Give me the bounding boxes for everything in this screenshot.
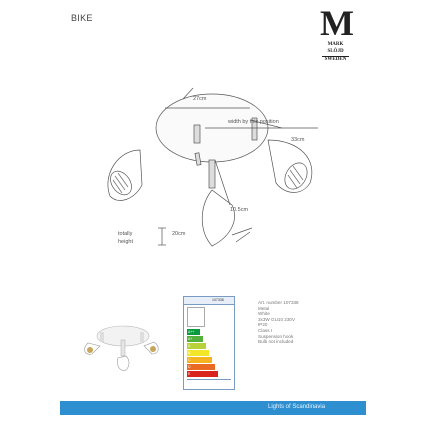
dim-arm-label: 10.5cm (230, 207, 249, 213)
logo-letter: M (320, 3, 354, 43)
logo-line-2: SLÖJD (327, 49, 344, 54)
logo-line-1: MARK (327, 42, 344, 47)
spec-item: White (258, 311, 270, 317)
spec-list (258, 300, 348, 345)
energy-class-bar: A++ (187, 329, 200, 335)
energy-class-bar: C (187, 357, 212, 363)
energy-class-bar: E (187, 371, 218, 377)
energy-class-bar: A (187, 343, 206, 349)
dim-total-label-1: totally (118, 231, 133, 237)
spec-item: Suspension hook (258, 333, 294, 339)
spec-item: Art. number 107338 (258, 300, 299, 305)
spec-item: Bulb not included (258, 339, 294, 345)
energy-label-number: 107338 (212, 298, 224, 302)
energy-class-bar: D (187, 364, 215, 370)
spec-item: Metal (258, 305, 270, 311)
dim-width-label: 33cm (291, 137, 305, 143)
bulb-icon (187, 307, 205, 327)
product-title: BIKE (71, 13, 93, 23)
energy-label-header (184, 297, 234, 305)
product-thumbnail (78, 318, 168, 376)
energy-class-bar: A+ (187, 336, 203, 342)
energy-label (183, 296, 235, 390)
energy-class-bar: B (187, 350, 209, 356)
spec-item: Class I (258, 327, 273, 333)
footer-tagline: Lights of Scandinavia (268, 404, 326, 410)
footer-bar (60, 401, 366, 415)
spec-item: IP20 (258, 322, 268, 328)
dim-width-note: width by this position (228, 119, 279, 125)
logo-line-3: SWEDEN (322, 56, 349, 63)
dim-total-value: 20cm (172, 231, 186, 237)
dim-total-label-2: height (118, 239, 133, 245)
spec-item: 3x3W GU10 230V (258, 316, 296, 322)
dim-diameter-label: 27cm (193, 96, 207, 102)
